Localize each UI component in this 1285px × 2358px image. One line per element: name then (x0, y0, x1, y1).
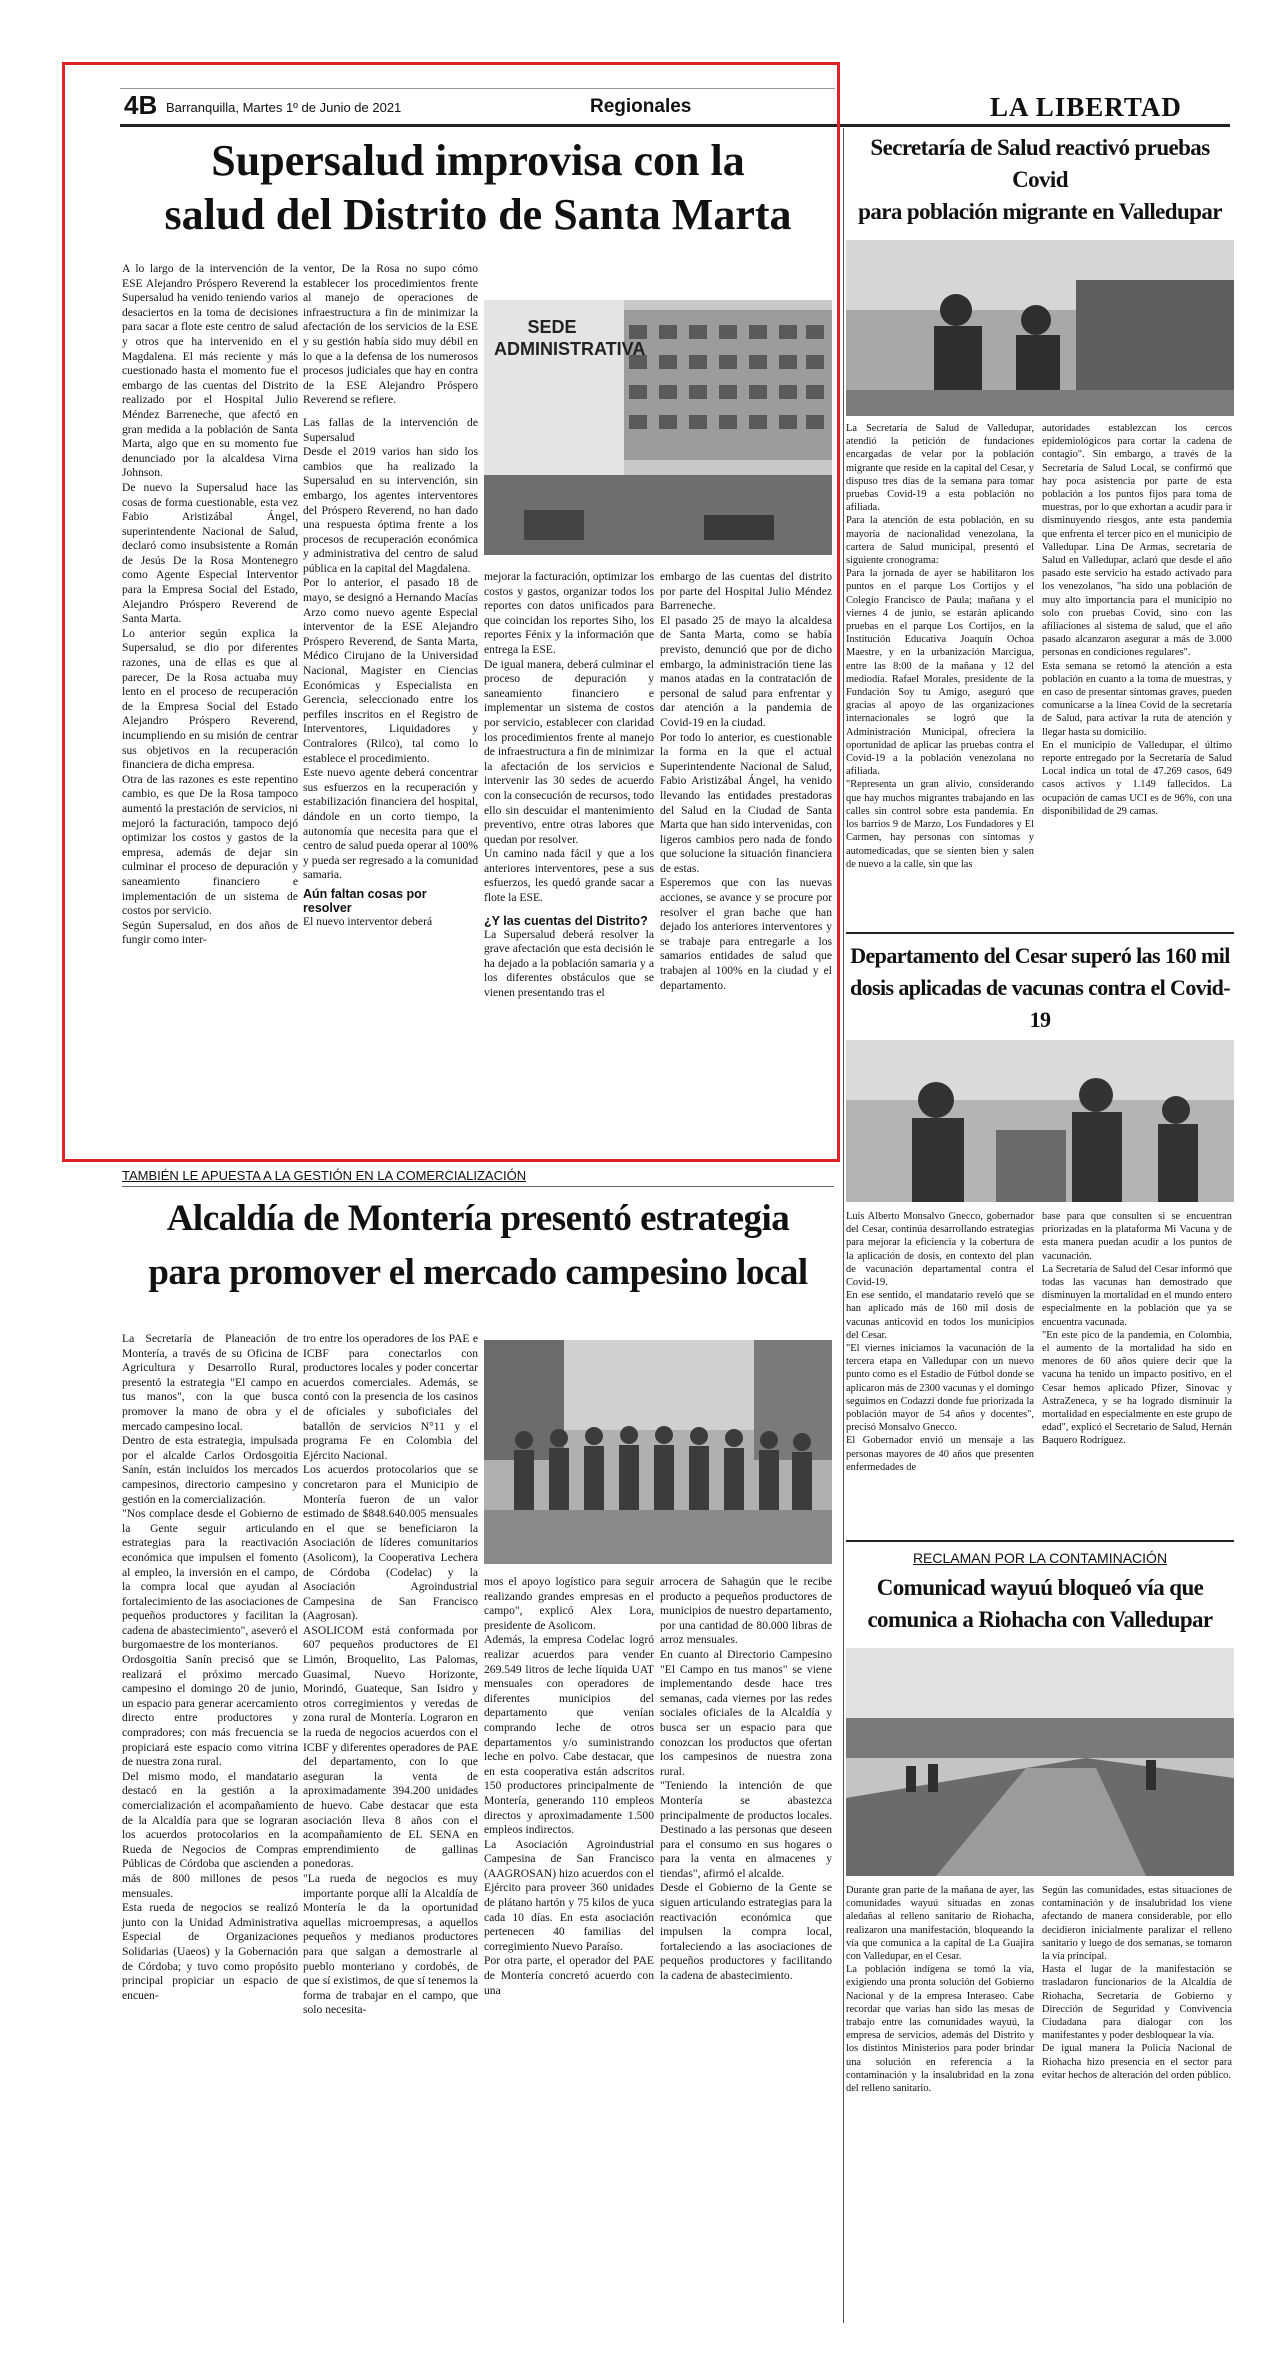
article1-col1 (122, 262, 298, 948)
article1-subhead-2: ¿Y las cuentas del Distrito? (484, 913, 648, 928)
paragraph: arrocera de Sahagún que le recibe producto a pequeños productores de municipios de nuestro departamento, por una cantidad de 80.000 libras de arroz mensuales. (660, 1575, 832, 1647)
paragraph: ventor, De la Rosa no supo cómo establecer los procedimientos frente al manejo de operaciones de infraestructura a fin de minimizar la afectación de los servicios de la ESE y su gestión había sido muy débil en lo que a la defensa de los numerosos procesos judiciales que hay en contra de la ESE Alejandro Próspero Reverend se refiere. (303, 262, 478, 407)
paragraph: ASOLICOM está conformada por 607 pequeños productores de El Limón, Broquelito, Las Palomas, Guasimal, Nuevo Horizonte, Morindó, Guateque, San Isidro y otros corregimientos y veredas de zona rural de Montería. Lograron en la rueda de negocios acuerdos con el ICBF y diferentes operadores de PAE del departamento, con lo que aseguran la venta de aproximadamente 394.200 unidades de huevo. Cabe destacar que esta asociación lleva 8 años con el acompañamiento de EL SENA en emprendimiento de gallinas ponedoras. (303, 1623, 478, 1871)
right3-headline (846, 1572, 1234, 1636)
paragraph: "Nos complace desde el Gobierno de la Gente seguir articulando estrategias para la reactivación económica que impulsen el fomento al empleo, la inversión en el campo, la compra local que ayudan al fortalecimiento de las asociaciones de pequeños productores y facilitan la cadena de abastecimiento", aseveró el burgomaestre de los monterianos. (122, 1507, 298, 1652)
article1-headline-line1: Supersalud improvisa con la (211, 136, 745, 185)
article2-photo (484, 1340, 832, 1564)
masthead: LA LIBERTAD (990, 92, 1182, 122)
right2-photo (846, 1040, 1234, 1202)
right3-colB (1042, 1884, 1232, 2082)
article1-col3 (484, 570, 654, 1001)
paragraph: Por otra parte, el operador del PAE de Montería concretó acuerdo con una (484, 1954, 654, 1997)
right3-kicker: RECLAMAN POR LA CONTAMINACIÓN (912, 1550, 1168, 1566)
paragraph: Durante gran parte de la mañana de ayer, las comunidades wayuú situadas en zonas aledañas al relleno sanitario de Riohacha, realizaron una manifestación, bloqueando la vía que comunica a la capital de La Guajira con Valledupar, en el Cesar. (846, 1885, 1034, 1963)
right3-headline-line2: comunica a Riohacha con Valledupar (867, 1607, 1213, 1632)
paragraph: Desde el Gobierno de la Gente se siguen articulando estrategias para la reactivación económica que impulsen la compra local, fortaleciendo a las asociaciones de pequeños productores y facilitando la cadena de abastecimiento. (660, 1881, 832, 1983)
article2-col2 (303, 1332, 478, 2018)
paragraph: Lo anterior según explica la Supersalud, se dio por diferentes razones, una de ellas es que al parecer, De la Rosa actuaba muy lento en el proceso de recuperación de la Empresa Social del Estado Alejandro Próspero Reverend, incumpliendo en su misión de centrar sus objetivos en la recuperación financiera de dicha empresa. (122, 626, 298, 772)
paragraph: Esta rueda de negocios se realizó junto con la Unidad Administrativa Especial de Organizaciones Solidarias (Uaeos) y la Gobernación de Córdoba; y tuvo como propósito principal propiciar un espacio de encuen- (122, 1901, 298, 2002)
paragraph: Hasta el lugar de la manifestación se trasladaron funcionarios de la Alcaldía de Riohacha, Secretaría de Gobierno y Dirección de Seguridad y Convivencia Ciudadana para dialogar con los manifestantes y poder desbloquear la vía. (1042, 1964, 1232, 2042)
article2-kicker-rule (122, 1186, 834, 1187)
right2-colA (846, 1210, 1034, 1474)
paragraph: "Teniendo la intención de que Montería se abastezca principalmente de productos locales. Destinado a las personas que deseen para el consumo en sus hogares o para la venta en almacenes y tiendas", afirmó el alcalde. (660, 1779, 832, 1880)
paragraph: Según las comunidades, estas situaciones de contaminación y de insalubridad los viene afectando de manera considerable, por ello decidieron inicialmente paralizar el relleno sanitario y luego de dos semanas, se tomaron la vía principal. (1042, 1885, 1232, 1963)
right-divider-2 (846, 1540, 1234, 1542)
paragraph: La población indígena se tomó la vía, exigiendo una pronta solución del Gobierno Nacional y de la empresa Interaseo. Cabe recordar que varias han sido las mesas de trabajo entre las comunidades wayuú, la empresa de servicios, además del Distrito y los distintos Ministerios para poder brindar una solución en referencia a la contaminación y la insalubridad en la zona del relleno sanitario. (846, 1964, 1034, 2095)
paragraph: De igual manera, deberá culminar el proceso de depuración y saneamiento financiero e implementar un sistema de costos por servicio, establecer con claridad los procedimientos frente al manejo de infraestructura a fin de minimizar la afectación de los servicios e intervenir las 30 sedes de acuerdo con la consecución de recursos, todo ello sin descuidar el mantenimiento preventivo, entre otras labores que quedan por resolver. (484, 657, 654, 846)
column-divider (843, 128, 844, 2323)
article2-headline-line1: Alcaldía de Montería presentó estrategia (166, 1198, 790, 1239)
right2-headline-line1: Departamento del Cesar superó las 160 mil (850, 943, 1230, 968)
paragraph: En cuanto al Directorio Campesino "El Campo en tus manos" se viene implementando desde hace tres semanas, cada viernes por las redes sociales oficiales de la Alcaldía y busca ser un espacio para que conozcan los productos que ofertan los campesinos de nuestra zona rural. (660, 1647, 832, 1778)
right1-headline (846, 132, 1234, 228)
paragraph: De igual manera la Policía Nacional de Riohacha hizo presencia en el sector para evitar hechos de alteración del orden público. (1042, 2043, 1232, 2081)
photo-sign-text: SEDE ADMINISTRATIVA (494, 317, 646, 359)
right1-colA (846, 422, 1034, 871)
paragraph: Este nuevo agente deberá concentrar sus esfuerzos en la recuperación y estabilización financiera del hospital, dándole en un corto tiempo, la autonomía que necesita para que el centro de salud pueda operar al 100% y pueda ser regresado a la comunidad samaria. (303, 766, 478, 882)
article1-col2 (303, 262, 478, 930)
paragraph: El nuevo interventor deberá (303, 914, 433, 928)
paragraph: Por lo anterior, el pasado 18 de mayo, se designó a Hernando Macías Arzo como nuevo agente Especial interventor de la ESE Alejandro Próspero Reverend, de Santa Marta, Médico Cirujano de la Universidad Nacional, Magister en Ciencias Económicas y Especialista en Gerencia, seleccionado entre los perfiles inscritos en el Registro de Interventores, Liquidadores y Contralores (Rilco), tal como lo establece el procedimiento. (303, 576, 478, 765)
paragraph: Dentro de esta estrategia, impulsada por el alcalde Carlos Ordosgoitia Sanín, están incluidos los mercados campesinos, directorio campesino y gestión en la comercialización. (122, 1434, 298, 1506)
paragraph: Del mismo modo, el mandatario destacó en la gestión a la comercialización el acompañamiento de la Alcaldía para que se lograran los acuerdos protocolarios en la Rueda de Negocios de Compras Públicas de Córdoba que ascienden a más de 800 millones de pesos mensuales. (122, 1769, 298, 1900)
paragraph: "El viernes iniciamos la vacunación de la tercera etapa en Valledupar con un nuevo punto como es el Estadio de Fútbol donde se aplicaron más de 2300 vacunas y el domingo seguimos en Codazzi donde fue priorizada la población mayor de 54 años y docentes", precisó Monsalvo Gnecco. (846, 1343, 1034, 1434)
paragraph: base para que consulten si se encuentran priorizadas en la plataforma Mi Vacuna y de esta manera puedan acudir a los puntos de vacunación. (1042, 1211, 1232, 1262)
article1-headline (122, 134, 834, 242)
right2-headline (846, 940, 1234, 1036)
paragraph: Los acuerdos protocolarios que se concretaron para el Municipio de Montería fueron de un valor estimado de $848.640.005 mensuales en el que se beneficiaron la Asociación de líderes comunitarios (Asolicom), la Cooperativa Lechera de Córdoba (Codelac) y la Asociación Agroindustrial Campesina de San Francisco (Aagrosan). (303, 1463, 478, 1623)
paragraph: Para la jornada de ayer se habilitaron los puntos en el parque Los Cortijos y el Colegio Francisco de Paula; mañana y el viernes 4 de junio, se estarán aplicando pruebas en el parque Los Cortijos, en la Institución Educativa Joaquín Ochoa Maestre, y en la urbanización Marcigua, entre las 8:00 de la mañana y 12 del mediodía. Rafael Morales, presidente de la Fundación Soy tu Amigo, aseguró que gracias al apoyo de las organizaciones internacionales se logró que la Administración Municipal, ofreciera la oportunidad de aplicar las pruebas contra el Covid-19 a la población venezolana no afiliada. (846, 568, 1034, 778)
paragraph: Luis Alberto Monsalvo Gnecco, gobernador del Cesar, continúa desarrollando estrategias para mejorar la eficiencia y la cobertura de la aplicación de dosis, en contexto del plan de vacunación departamental contra el Covid-19. (846, 1211, 1034, 1289)
paragraph: La Secretaría de Salud de Valledupar, atendió la petición de fundaciones encargadas de velar por la población migrante que reside en la capital del Cesar, y dispuso tres días de la semana para tomar pruebas Covid-19 a esta población no afiliada. (846, 423, 1034, 514)
paragraph: En ese sentido, el mandatario reveló que se han aplicado más de 160 mil dosis de vacunas anticovid en todos los municipios del Cesar. (846, 1290, 1034, 1341)
page-number: 4B (124, 90, 158, 120)
article2-col1 (122, 1332, 298, 2003)
paragraph: tro entre los operadores de los PAE e ICBF para conectarlos con productores locales y poder concertar acuerdos comerciales. Además, se contó con la presencia de los casinos de oficiales y suboficiales del batallón de servicios N°11 y el programa Fe en Colombia del Ejército Nacional. (303, 1332, 478, 1462)
paragraph: En el municipio de Valledupar, el último reporte entregado por la Secretaría de Salud Local indica un total de 47.269 casos, 649 casos activos y 1.149 fallecidos. La ocupación de camas UCI es de 96%, con una disponibilidad de 29 camas. (1042, 739, 1232, 817)
article2-headline (118, 1192, 838, 1300)
paragraph: La Secretaría de Planeación de Montería, a través de su Oficina de Agricultura y Desarrollo Rural, presentó la estrategia "El campo en tus manos", con la que busca promover la mano de obra y el mercado campesino local. (122, 1332, 298, 1433)
right1-colB (1042, 422, 1232, 818)
right3-colA (846, 1884, 1034, 2095)
right2-colB (1042, 1210, 1232, 1448)
paragraph: mejorar la facturación, optimizar los costos y gastos, organizar todos los reportes con datos unificados para que coincidan los reportes Siho, los reportes Fénix y la información que entrega la ESE. (484, 570, 654, 656)
paragraph: La Secretaría de Salud del Cesar informó que todas las vacunas han demostrado que disminuyen la mortalidad en el mundo entero especialmente en la población que ya se encuentra vacunada. (1042, 1263, 1232, 1328)
article1-col4 (660, 570, 832, 993)
covid-test-illustration (846, 240, 1234, 416)
paragraph: Por todo lo anterior, es cuestionable la forma en la que el actual Superintendente Nacional de Salud, Fabio Aristizábal Ángel, ha venido llevando las entidades prestadoras del Salud en la Ciudad de Santa Marta que han sido intervenidas, con ligeros cambios pero nada de fondo que solucione la situación financiera de estas. (660, 730, 832, 875)
article1-headline-line2: salud del Distrito de Santa Marta (164, 190, 792, 239)
paragraph: autoridades establezcan los cercos epidemiológicos para cortar la cadena de contagio". Sin embargo, a través de la Secretaría de Salud Local, se confirmó que hay poca asistencia por parte de esta población a los puntos fijos para toma de muestras, por lo que exhortan a acudir para ir disminuyendo riesgos, ante esta pandemia que enfrenta el tercer pico en el municipio de Valledupar. Lina De Armas, secretaria de Salud en Valledupar, aclaró que desde el año pasado este servicio ha estado activado para los venezolanos, "ha sido una población de muy alto importancia para el municipio no solo con pruebas Covid, sino con las afiliaciones al sistema de salud, que el año pasado alcanzaron asegurar a más de 3.000 personas en condiciones regulares". (1042, 423, 1232, 659)
paragraph: La Asociación Agroindustrial Campesina de San Francisco (AAGROSAN) hizo acuerdos con el Ejército para proveer 360 unidades de plátano hartón y 75 kilos de yuca cada 10 días. En esta asociación pertenecen 40 familias del corregimiento Nuevo Paraíso. (484, 1837, 655, 1953)
article2-kicker: TAMBIÉN LE APUESTA A LA GESTIÓN EN LA COMERCIALIZACIÓN (122, 1168, 527, 1183)
paragraph: Esperemos que con las nuevas acciones, se avance y se procure por resolver el gran bache que han dejado los anteriores interventores y se trabaje para entregarle a los samarios entidades de salud que trabajen al 100% en la ciudad y el departamento. (660, 876, 832, 992)
article1-photo (484, 300, 832, 555)
group-photo-illustration (484, 1340, 832, 1564)
paragraph: Para la atención de esta población, en su mayoría de nacionalidad venezolana, la cartera de Salud municipal, presentó el siguiente cronograma: (846, 515, 1034, 567)
paragraph: A lo largo de la intervención de la ESE Alejandro Próspero Reverend la Supersalud ha venido teniendo varios desaciertos en la toma de decisiones para sacar a flote este centro de salud y otros que ha intervenido en el Magdalena. El más reciente y más cuestionado hasta el momento fue el embargo de las cuentas del Distrito realizado por el Hospital Julio Méndez Barreneche, que afectó en gran medida a la población de Santa Marta, algo que en su momento fue denunciado por la alcaldesa Virna Johnson. (122, 262, 298, 480)
section-title: Regionales (590, 96, 692, 117)
right3-photo (846, 1648, 1234, 1876)
paragraph: Esta semana se retomó la atención a esta población en cuanto a la toma de muestras, y en caso de presentar síntomas graves, pueden comunicarse a la línea Covid de la secretaría de Salud, para activar la ruta de atención y llegar hasta su domicilio. (1042, 660, 1232, 738)
right1-photo (846, 240, 1234, 416)
article2-headline-line2: para promover el mercado campesino local (148, 1252, 808, 1293)
paragraph: Según Supersalud, en dos años de fungir como inter- (122, 918, 298, 947)
paragraph: Desde el 2019 varios han sido los cambios que ha realizado la Supersalud en su intervención, sin embargo, los agentes interventores del Próspero Reverend, no han dado una respuesta óptima frente a los procesos de recuperación económica y administrativa del centro de salud pública en la capital del Magdalena. (303, 445, 478, 575)
paragraph: El pasado 25 de mayo la alcaldesa de Santa Marta, como se había previsto, denunció que por de dicho embargo, la administración tiene las manos atadas en la contratación de personal de salud para enfrentar y dar atención a la pandemia de Covid-19 en la ciudad. (660, 613, 832, 729)
paragraph: "En este pico de la pandemia, en Colombia, el aumento de la mortalidad ha sido en menores de 60 años quiere decir que la vacuna ha tenido un impacto positivo, en el Cesar hemos aplicado Pfizer, Sinovac y AstraZeneca, y se ha logrado disminuir la mortalidad en especialmente en este grupo de edad", explicó el Secretario de Salud, Hernán Baquero Rodríguez. (1042, 1329, 1232, 1447)
paragraph: Un camino nada fácil y que a los anteriores interventores, pese a sus esfuerzos, les quedó grande sacar a flote la ESE. (484, 847, 654, 905)
right2-headline-line2: dosis aplicadas de vacunas contra el Covid-19 (849, 975, 1231, 1032)
article2-col3 (484, 1575, 654, 1998)
paragraph: "Representa un gran alivio, considerando que hay muchos migrantes trabajando en las calles sin control sobre esta pandemia. En los barrios 9 de Marzo, Los Fundadores y El Carmen, hay personas con síntomas y automedicadas, que se sienten bien y salen de nuevo a la calle, sin que las (846, 779, 1034, 870)
article2-col4 (660, 1575, 832, 1984)
paragraph: "La rueda de negocios es muy importante porque allí la Alcaldía de Montería le da la oportunidad aquellas microempresas, a aquellos pequeños y medianos productores para que salgan a demostrarle al pueblo monteriano y cordobés, de que sí existimos, de que sí tenemos la forma de trabajar en el campo, que solo necesita- (303, 1871, 478, 2017)
right1-headline-line1: Secretaría de Salud reactivó pruebas Covid (870, 135, 1210, 192)
article1-subhead-1: Aún faltan cosas por resolver (303, 886, 427, 915)
paragraph: Ordosgoitia Sanín precisó que se realizará el próximo mercado campesino el domingo 20 de junio, un espacio para generar acercamiento directo entre productores y compradores; con más frecuencia se propiciará este espacio como vitrina de nuestra zona rural. (122, 1653, 298, 1769)
dateline: Barranquilla, Martes 1º de Junio de 2021 (166, 100, 402, 115)
paragraph: mos el apoyo logístico para seguir realizando grandes empresas en el campo", explicó Alex Lora, presidente de Asolicom. (484, 1575, 654, 1632)
paragraph: De nuevo la Supersalud hace las cosas de forma cuestionable, esta vez Fabio Aristizábal Ángel, superintendente Nacional de Salud, declaró como insubsistente a Román de Jesús De la Rosa Montenegro como Agente Especial Interventor para la Empresa Social del Estado, Alejandro Próspero Reverend de Santa Marta. (122, 480, 298, 626)
right-divider-1 (846, 932, 1234, 934)
paragraph: Otra de las razones es este repentino cambio, es que De la Rosa tampoco aumentó la prestación de servicios, ni mejoró la facturación, tampoco dejó optimizar los costos y gastos de la empresa, además de dejar sin culminar el proceso de depuración y saneamiento financiero e implementación de un sistema de costos por servicio. (122, 772, 298, 918)
paragraph: El Gobernador envió un mensaje a las personas mayores de 40 años que presenten enfermedades de (846, 1435, 1034, 1473)
paragraph: La Supersalud deberá resolver la grave afectación que esta decisión le ha dejado a la población samaria y a los diferentes obstáculos que se vienen presentando tras el (484, 927, 654, 1000)
right1-headline-line2: para población migrante en Valledupar (858, 199, 1222, 224)
right3-headline-line1: Comunicad wayuú bloqueó vía que (876, 1575, 1204, 1600)
vaccination-illustration (846, 1040, 1234, 1202)
paragraph: Además, la empresa Codelac logró realizar acuerdos para vender 269.549 litros de leche líquida UAT mensuales con operadores de diferentes municipios del departamento que venían comprando leche de otros departamentos y/o suministrando leche en polvo. Cabe destacar, que en esta cooperativa están adscritos 150 productores principalmente de Montería, generando 110 empleos directos y aproximadamente 1.500 empleos indirectos. (484, 1633, 654, 1837)
road-blockade-illustration (846, 1648, 1234, 1876)
paragraph: Las fallas de la intervención de Supersalud (303, 415, 478, 444)
paragraph: embargo de las cuentas del distrito por parte del Hospital Julio Méndez Barreneche. (660, 570, 832, 613)
